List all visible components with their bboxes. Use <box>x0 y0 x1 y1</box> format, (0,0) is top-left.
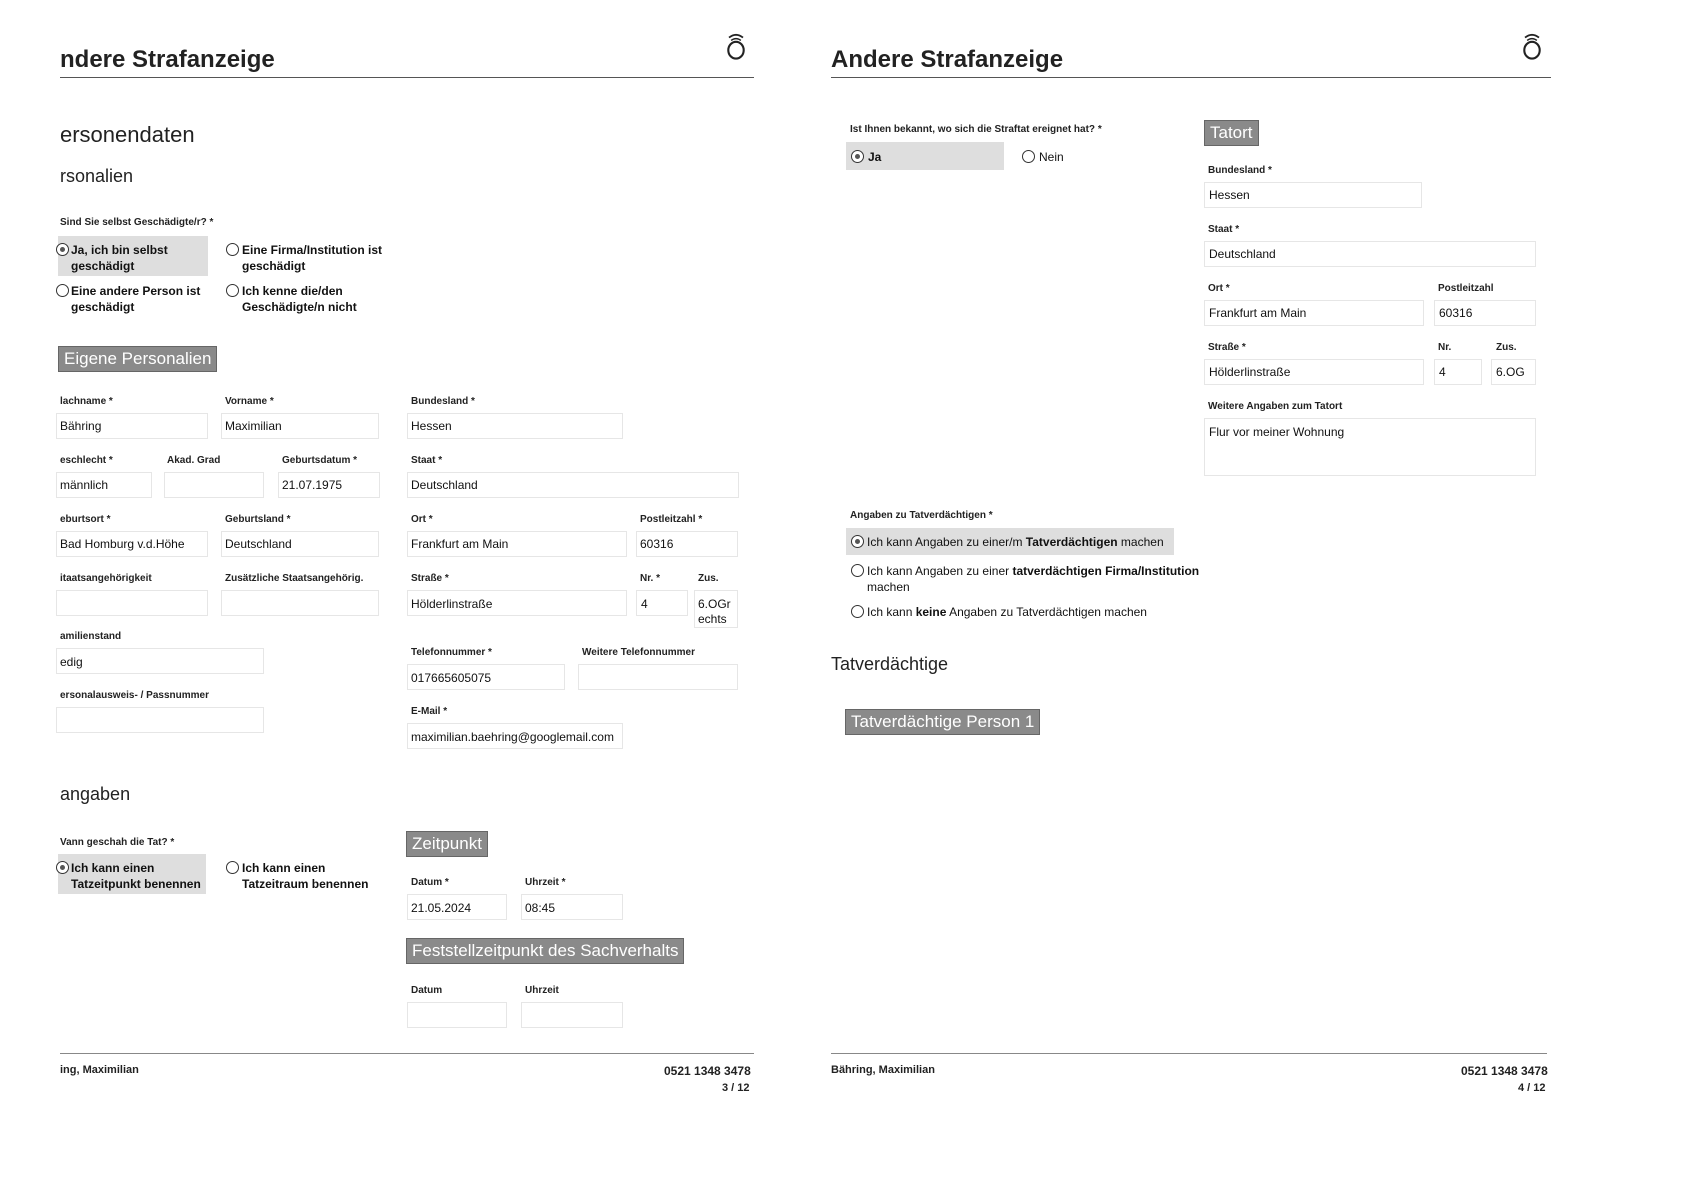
label-selbst-geschaedigt: Ja, ich bin selbst geschädigt <box>71 243 168 273</box>
footer-page-number: 3 / 12 <box>722 1082 750 1094</box>
value-strasse: Hölderlinstraße <box>411 597 493 611</box>
label-vorname: Vorname * <box>225 396 274 407</box>
value-postleitzahl: 60316 <box>640 537 674 551</box>
value-bundesland: Hessen <box>411 419 452 433</box>
radio-nein[interactable] <box>1022 150 1035 163</box>
value-ort: Frankfurt am Main <box>411 537 509 551</box>
datum-feststell-field[interactable] <box>407 1002 507 1028</box>
label-geburtsdatum: Geburtsdatum * <box>282 455 358 466</box>
radio-selbst-geschaedigt[interactable] <box>56 243 69 256</box>
label-akad-grad: Akad. Grad <box>167 455 221 466</box>
label-text: Ich kann Angaben zu einer <box>867 564 1013 578</box>
value-geburtsland: Deutschland <box>225 537 292 551</box>
value-geburtsort: Bad Homburg v.d.Höhe <box>60 537 185 551</box>
footer-name: Bähring, Maximilian <box>831 1064 935 1076</box>
label-ort: Ort * <box>1208 283 1230 294</box>
label-familienstand: amilienstand <box>60 631 122 642</box>
page-title: Andere Strafanzeige <box>831 46 1064 73</box>
label-staat: Staat * <box>411 455 443 466</box>
label-text: machen <box>1117 535 1164 549</box>
radio-tatzeitpunkt[interactable] <box>56 861 69 874</box>
value-nr: 4 <box>641 597 648 611</box>
label-geburtsland: Geburtsland * <box>225 514 291 525</box>
section-tatverdaechtige: Tatverdächtige <box>831 654 949 674</box>
value-uhrzeit: 08:45 <box>525 901 556 915</box>
footer-phone: 0521 1348 3478 <box>1461 1064 1548 1078</box>
label-kenne-nicht: Ich kenne die/den Geschädigte/n nicht <box>242 284 357 314</box>
label-bundesland: Bundesland * <box>1208 165 1272 176</box>
label-emphasis: keine <box>915 605 947 619</box>
radio-andere-person[interactable] <box>56 284 69 297</box>
value-ort: Frankfurt am Main <box>1209 306 1307 320</box>
value-telefonnummer: 017665605075 <box>411 671 492 685</box>
label-tatzeitraum-1: Ich kann einen <box>242 861 326 875</box>
label-keine-angaben <box>867 604 1147 620</box>
ausweisnummer-field[interactable] <box>56 707 264 733</box>
value-weitere-angaben: Flur vor meiner Wohnung <box>1209 425 1345 439</box>
section-personendaten: ersonendaten <box>60 122 195 147</box>
label-uhrzeit: Uhrzeit * <box>525 877 566 888</box>
label-angaben-firma <box>867 563 1199 579</box>
police-logo-icon <box>1518 32 1546 60</box>
radio-kenne-nicht[interactable] <box>226 284 239 297</box>
label-text: Ich kann <box>867 605 916 619</box>
footer-name: ing, Maximilian <box>60 1064 139 1076</box>
section-tatangaben: angaben <box>60 784 131 804</box>
label-zus: Zus. <box>698 573 719 584</box>
radio-angaben-firma[interactable] <box>851 564 864 577</box>
label-datum-feststell: Datum <box>411 985 443 996</box>
footer-phone: 0521 1348 3478 <box>664 1064 751 1078</box>
footer-page-number: 4 / 12 <box>1518 1082 1546 1094</box>
label-strasse: Straße * <box>411 573 449 584</box>
weitere-telefonnummer-field[interactable] <box>578 664 738 690</box>
radio-ja[interactable] <box>851 150 864 163</box>
familienstand-field[interactable] <box>56 648 264 674</box>
label-firma-geschaedigt: Eine Firma/Institution ist geschädigt <box>242 243 383 273</box>
label-tatzeitpunkt-2: Tatzeitpunkt benennen <box>71 877 201 891</box>
label-tatzeitraum-2: Tatzeitraum benennen <box>242 877 369 891</box>
label-staat: Staat * <box>1208 224 1240 235</box>
radio-angaben-tatverdaechtigen[interactable] <box>851 535 864 548</box>
label-nr: Nr. <box>1438 342 1452 353</box>
label-postleitzahl: Postleitzahl <box>1438 283 1494 294</box>
question-tatverdaechtige: Angaben zu Tatverdächtigen * <box>850 510 993 521</box>
group-tatverdaechtige-person-1: Tatverdächtige Person 1 <box>845 709 1040 735</box>
label-text: Angaben zu Tatverdächtigen machen <box>946 605 1147 619</box>
zus-staatsangehoerigkeit-field[interactable] <box>221 590 379 616</box>
label-zus: Zus. <box>1496 342 1517 353</box>
value-geschlecht: männlich <box>60 478 109 492</box>
label-nr: Nr. * <box>640 573 661 584</box>
label-datum: Datum * <box>411 877 449 888</box>
label-nein: Nein <box>1039 150 1064 164</box>
label-text: Ich kann Angaben zu einer/m <box>867 535 1026 549</box>
group-zeitpunkt: Zeitpunkt <box>406 831 488 857</box>
uhrzeit-feststell-field[interactable] <box>521 1002 623 1028</box>
value-nr: 4 <box>1439 365 1446 379</box>
section-personalien: rsonalien <box>60 166 134 186</box>
label-staatsangehoerigkeit: itaatsangehörigkeit <box>60 573 152 584</box>
value-vorname: Maximilian <box>225 419 282 433</box>
label-postleitzahl: Postleitzahl * <box>640 514 703 525</box>
label-telefonnummer: Telefonnummer * <box>411 647 492 658</box>
label-strasse: Straße * <box>1208 342 1246 353</box>
question-tatort-bekannt: Ist Ihnen bekannt, wo sich die Straftat ereignet hat? * <box>850 124 1102 135</box>
value-postleitzahl: 60316 <box>1439 306 1473 320</box>
label-angaben-tatverdaechtigen <box>867 534 1164 550</box>
label-ausweisnummer: ersonalausweis- / Passnummer <box>60 690 209 701</box>
label-tatzeitpunkt-1: Ich kann einen <box>71 861 155 875</box>
label-emphasis: Tatverdächtigen <box>1025 535 1118 549</box>
value-datum: 21.05.2024 <box>411 901 472 915</box>
value-email: maximilian.baehring@googlemail.com <box>411 730 614 744</box>
label-uhrzeit-feststell: Uhrzeit <box>525 985 559 996</box>
label-ja: Ja <box>868 150 882 164</box>
label-weitere-telefonnummer: Weitere Telefonnummer <box>582 647 695 658</box>
label-andere-person: Eine andere Person ist geschädigt <box>71 284 201 314</box>
group-feststellzeitpunkt: Feststellzeitpunkt des Sachverhalts <box>406 938 684 964</box>
label-emphasis: tatverdächtigen Firma/Institution <box>1012 564 1200 578</box>
radio-tatzeitraum[interactable] <box>226 861 239 874</box>
question-geschaedigt: Sind Sie selbst Geschädigte/r? * <box>60 217 214 228</box>
value-bundesland: Hessen <box>1209 188 1250 202</box>
value-geburtsdatum: 21.07.1975 <box>282 478 343 492</box>
value-familienstand: edig <box>60 655 83 669</box>
question-wann-tat: Vann geschah die Tat? * <box>60 837 175 848</box>
label-ort: Ort * <box>411 514 433 525</box>
staatsangehoerigkeit-field[interactable] <box>56 590 208 616</box>
label-geschlecht: eschlecht * <box>60 455 113 466</box>
akad-grad-field[interactable] <box>164 472 264 498</box>
group-eigene-personalien: Eigene Personalien <box>58 346 217 372</box>
value-staat: Deutschland <box>1209 247 1276 261</box>
label-angaben-firma-2: machen <box>867 580 910 594</box>
label-weitere-angaben: Weitere Angaben zum Tatort <box>1208 401 1343 412</box>
label-zus-staatsangehoerigkeit: Zusätzliche Staatsangehörig. <box>225 573 364 584</box>
label-email: E-Mail * <box>411 706 448 717</box>
radio-keine-angaben[interactable] <box>851 605 864 618</box>
value-nachname: Bähring <box>60 419 102 433</box>
radio-firma-geschaedigt[interactable] <box>226 243 239 256</box>
value-zus: 6.OGr echts <box>698 597 731 626</box>
page-title: ndere Strafanzeige <box>60 46 275 73</box>
label-nachname: lachname * <box>60 396 113 407</box>
police-logo-icon <box>722 32 750 60</box>
label-bundesland: Bundesland * <box>411 396 475 407</box>
value-strasse: Hölderlinstraße <box>1209 365 1291 379</box>
label-geburtsort: eburtsort * <box>60 514 111 525</box>
group-tatort: Tatort <box>1204 120 1259 146</box>
value-zus: 6.OG <box>1496 365 1525 379</box>
value-staat: Deutschland <box>411 478 478 492</box>
